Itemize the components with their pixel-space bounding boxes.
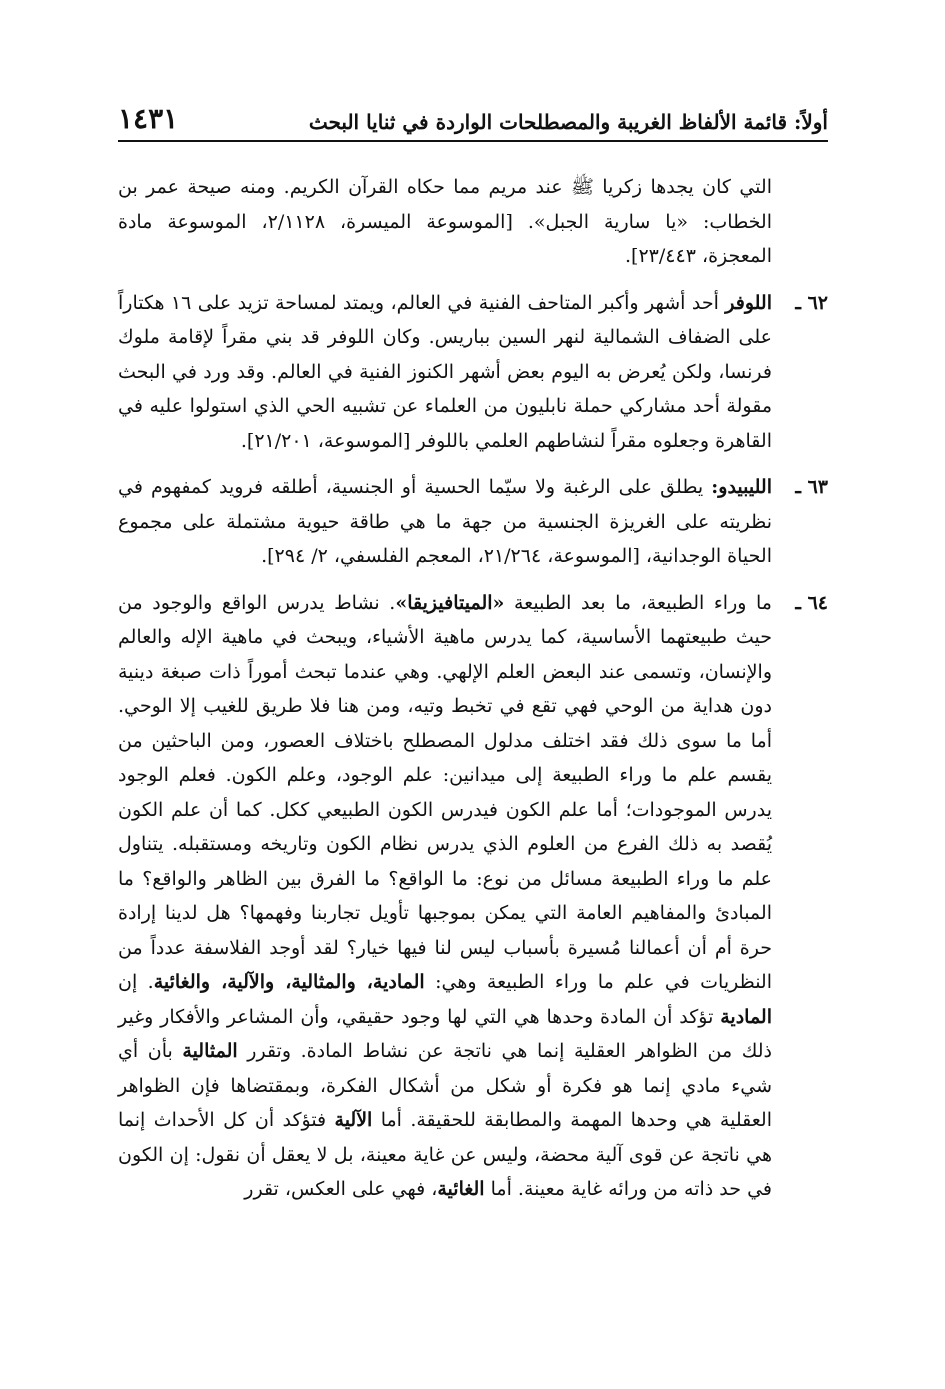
entry-number: ٦٤ ـ (795, 591, 828, 614)
running-header (118, 96, 828, 136)
entry-definition-part: ، فهي على العكس، تقرر (244, 1178, 438, 1200)
entry-definition-part: بأن أي شيء مادي إنما هو فكرة أو شكل من أشكال الفكرة، وبمقتضاها فإن الظواهر العقلية هي وحدها المهمة والمطابقة للحقيقة. أما (118, 1040, 772, 1131)
term-mechanism: الآلية (334, 1109, 373, 1131)
header-rule (118, 140, 828, 142)
entry-definition: يطلق على الرغبة ولا سيّما الحسية أو الجنسية، أطلقه فرويد كمفهوم في نظريته على الغريزة الجنسية من جهة ما هي طاقة حيوية مشتملة على مجموع الحياة الوجدانية، [الموسوعة، ٢١/٢٦٤، المعجم الفلسفي، ٢/ ٢٩٤]. (118, 476, 772, 567)
theories-list: المادية، والمثالية، والآلية، والغائية (153, 971, 425, 993)
term-idealism: المثالية (182, 1040, 238, 1062)
entry-term: اللوفر (725, 291, 772, 314)
header-title: أولاً: قائمة الألفاظ الغريبة والمصطلحات الواردة في ثنايا البحث (308, 110, 828, 134)
entry-term: «الميتافيزيقا» (395, 591, 505, 614)
entry-definition: أحد أشهر وأكبر المتاحف الفنية في العالم، ويمتد لمساحة تزيد على ١٦ هكتاراً على الضفاف الشمالية لنهر السين بباريس. وكان اللوفر قد بني مقراً لإقامة ملوك فرنسا، ولكن يُعرض به اليوم بعض أشهر الكنوز الفنية في العالم. وقد ورد في البحث مقولة أحد مشاركي حملة نابليون من العلماء عن تشبيه الحي الذي استولوا عليه في القاهرة وجعلوه مقراً لنشاطهم العلمي باللوفر [الموسوعة، ٢١/٢٠١]. (118, 291, 772, 452)
entry-number: ٦٣ ـ (795, 476, 828, 498)
page-number: ١٤٣١ (118, 102, 179, 135)
entry-definition-part: ما وراء الطبيعة، ما بعد الطبيعة (504, 591, 772, 614)
entry-term: الليبيدو: (711, 476, 772, 498)
entry-definition-part: تؤكد أن المادة وحدها هي التي لها وجود حقيقي، وأن المشاعر والأفكار وغير ذلك من الظواهر العقلية إنما هي ناتجة عن نشاط المادة. وتقرر (118, 1005, 772, 1062)
entry-64 (118, 586, 828, 1207)
term-teleology: الغائية (437, 1178, 485, 1200)
entry-62 (118, 286, 828, 459)
continued-paragraph: التي كان يجدها زكريا ﷺ عند مريم مما حكاه القرآن الكريم. ومنه صيحة عمر بن الخطاب: «يا سارية الجبل». [الموسوعة الميسرة، ٢/١١٢٨، الموسوعة مادة المعجزة، ٢٣/٤٤٣]. (118, 176, 772, 267)
entry-text (118, 286, 772, 459)
page-content (118, 170, 828, 1207)
entry-text (118, 586, 772, 1207)
entry-text (118, 470, 772, 574)
entry-definition-part: . إن (118, 971, 154, 993)
entry-number: ٦٢ ـ (795, 291, 828, 314)
entry-definition-part: فتؤكد أن كل الأحداث إنما هي ناتجة عن قوى آلية محضة، وليس عن غاية معينة، بل لا يعقل أن نقول: إن الكون في حد ذاته من ورائه غاية معينة. أما (118, 1109, 772, 1200)
entry-63 (118, 470, 828, 574)
entry-definition-part: . نشاط يدرس الواقع والوجود من حيث طبيعتهما الأساسية، كما يدرس ماهية الأشياء، ويبحث في ماهية الإله والعالم والإنسان، وتسمى عند البعض العلم الإلهي. وهي عندما تبحث أموراً ذات صبغة دينية دون هداية من الوحي فهي تقع في تخبط وتيه، ومن هنا فلا طريق للغيب إلا الوحي. أما ما سوى ذلك فقد اختلف مدلول المصطلح باختلاف العصور، ومن الباحثين من يقسم علم ما وراء الطبيعة إلى ميدانين: علم الوجود، وعلم الكون. فعلم الوجود يدرس الموجودات؛ أما علم الكون فيدرس الكون الطبيعي ككل. كما أن علم الكون يُقصد به ذلك الفرع من العلوم الذي يدرس نظام الكون وتاريخه ومستقبله. يتناول علم ما وراء الطبيعة مسائل من نوع: ما الواقع؟ ما الفرق بين الظاهر والواقع؟ ما المبادئ والمفاهيم العامة التي يمكن بموجبها تأويل تجاربنا وفهمها؟ هل لدينا إرادة حرة أم أن أعمالنا مُسيرة بأسباب ليس لنا فيها خيار؟ لقد أوجد الفلاسفة عدداً من النظريات في علم ما وراء الطبيعة وهي: (118, 591, 773, 993)
term-materialism: المادية (720, 1005, 772, 1028)
